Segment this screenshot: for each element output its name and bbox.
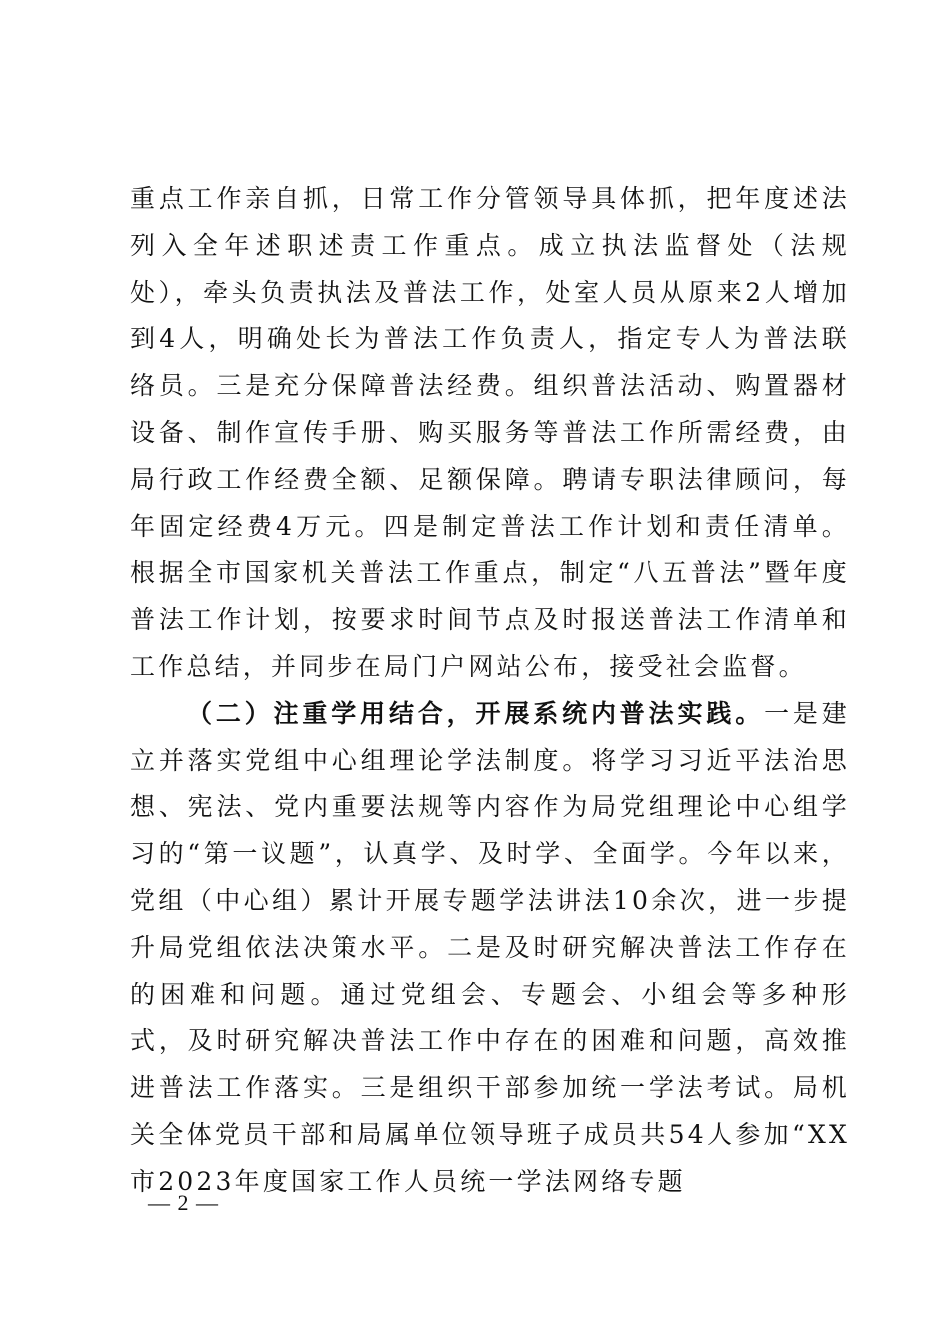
section-heading: （二）注重学用结合，开展系统内普法实践。 — [187, 698, 765, 728]
paragraph-1-text: 重点工作亲自抓，日常工作分管领导具体抓，把年度述法列入全年述职述责工作重点。成立执法监督处（法规处），牵头负责执法及普法工作，处室人员从原来2人增加到4人，明确处长为普法工作负责人，指定专人为普法联络员。三是充分保障普法经费。组织普法活动、购置器材设备、制作宣传手册、购买服务等普法工作所需经费，由局行政工作经费全额、足额保障。聘请专职法律顾问，每年固定经费4万元。四是制定普法工作计划和责任清单。根据全市国家机关普法工作重点，制定“八五普法”暨年度普法工作计划，按要求时间节点及时报送普法工作清单和工作总结，并同步在局门户网站公布，接受社会监督。 — [130, 184, 850, 681]
page-number: — 2 — — [148, 1190, 219, 1215]
body-text — [130, 176, 850, 1206]
paragraph-section-two — [130, 691, 850, 1206]
paragraph-2-text: 一是建立并落实党组中心组理论学法制度。将学习习近平法治思想、宪法、党内重要法规等内容作为局党组理论中心组学习的“第一议题”，认真学、及时学、全面学。今年以来，党组（中心组）累计开展专题学法讲法10余次，进一步提升局党组依法决策水平。二是及时研究解决普法工作存在的困难和问题。通过党组会、专题会、小组会等多种形式，及时研究解决普法工作中存在的困难和问题，高效推进普法工作落实。三是组织干部参加统一学法考试。局机关全体党员干部和局属单位领导班子成员共54人参加“XX市2023年度国家工作人员统一学法网络专题 — [130, 698, 850, 1196]
paragraph-continued — [130, 176, 850, 691]
